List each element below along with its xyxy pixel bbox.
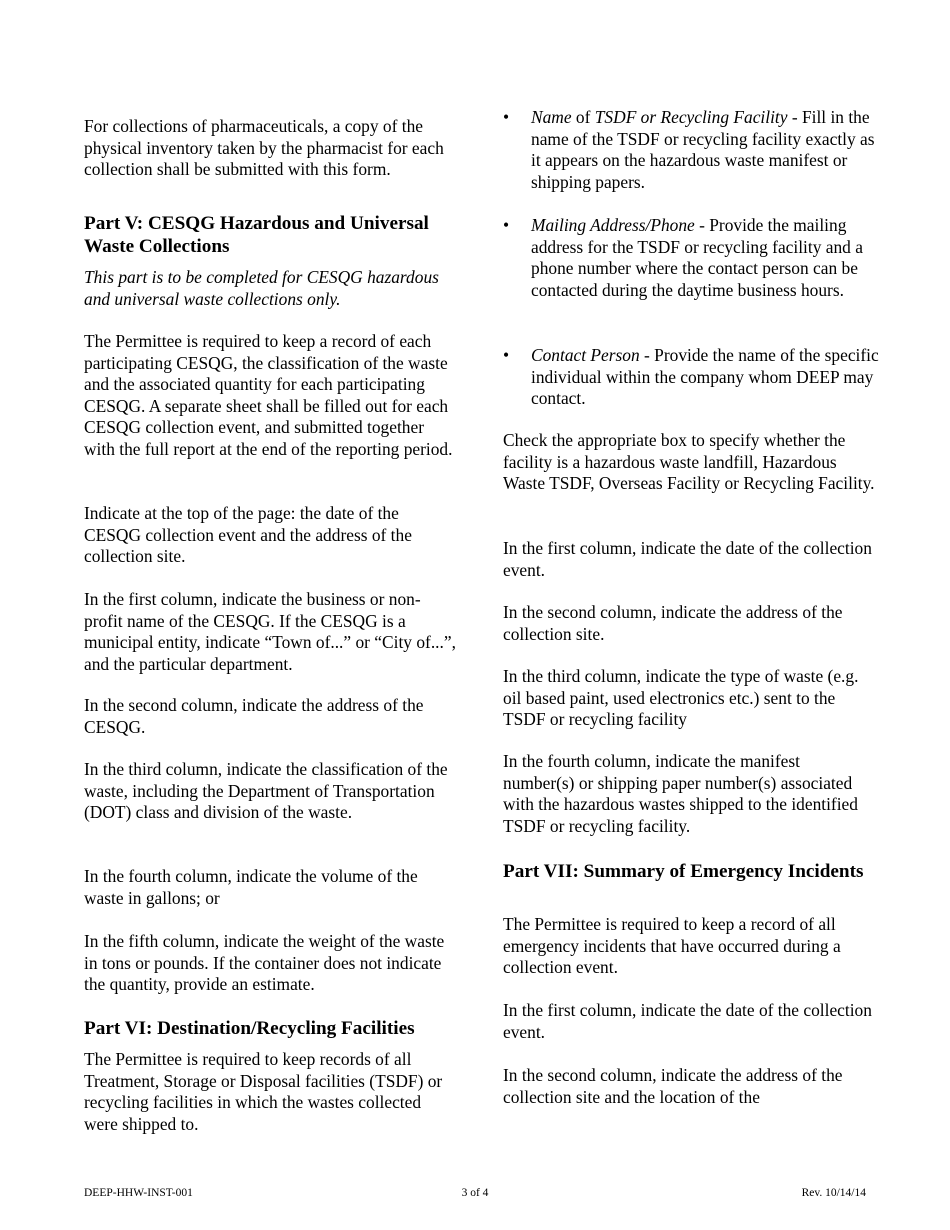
part-vi-paragraph-checkbox: Check the appropriate box to specify whether the facility is a hazardous waste landfill, Hazardous Waste TSDF, Overseas Facility or Recycling Facility.	[503, 430, 875, 494]
bullet-term: Contact Person	[531, 345, 640, 365]
part-v-heading: Part V: CESQG Hazardous and Universal Waste Collections	[84, 213, 429, 257]
part-vii-paragraph-record: The Permittee is required to keep a record of all emergency incidents that have occurred during a collection event.	[503, 914, 841, 978]
part-vii-heading: Part VII: Summary of Emergency Incidents	[503, 861, 864, 882]
part-vi-paragraph: The Permittee is required to keep records of all Treatment, Storage or Disposal facilities (TSDF) or recycling facilities in which the wastes collected were shipped to.	[84, 1049, 443, 1134]
bullet-dot: •	[503, 215, 510, 235]
bullet-term: Name	[531, 107, 572, 127]
part-vi-paragraph-second-column: In the second column, indicate the address of the collection site.	[503, 602, 843, 644]
part-vii-paragraph-first-column: In the first column, indicate the date of the collection event.	[503, 1000, 872, 1042]
part-vi-heading: Part VI: Destination/Recycling Facilities	[84, 1018, 415, 1039]
part-vi-paragraph-fourth-column: In the fourth column, indicate the manifest number(s) or shipping paper number(s) associated with the hazardous wastes shipped to the identified TSDF or recycling facility.	[503, 751, 858, 836]
bullet-contact-person-text: Contact Person - Provide the name of the specific individual within the company whom DEEP may contact.	[531, 345, 879, 409]
footer-revision: Rev. 10/14/14	[801, 1187, 866, 1199]
bullet-tsdf-name-text: Name of TSDF or Recycling Facility - Fill in the name of the TSDF or recycling facility exactly as it appears on the hazardous waste manifest or shipping papers.	[531, 107, 875, 192]
part-v-paragraph-second-column: In the second column, indicate the address of the CESQG.	[84, 695, 424, 737]
footer-page-number: 3 of 4	[461, 1187, 489, 1199]
part-vi-paragraph-first-column: In the first column, indicate the date of the collection event.	[503, 538, 872, 580]
bullet-term: TSDF or Recycling Facility	[594, 107, 788, 127]
part-v-paragraph-top-of-page: Indicate at the top of the page: the date of the CESQG collection event and the address of the collection site.	[84, 503, 412, 567]
footer-doc-id: DEEP-HHW-INST-001	[84, 1187, 193, 1199]
bullet-mailing-address-text: Mailing Address/Phone - Provide the mailing address for the TSDF or recycling facility and a phone number where the contact person can be contacted during the daytime business hours.	[531, 215, 863, 300]
bullet-dot: •	[503, 107, 510, 127]
part-v-paragraph-fourth-column: In the fourth column, indicate the volume of the waste in gallons; or	[84, 866, 418, 908]
part-vi-paragraph-third-column: In the third column, indicate the type of waste (e.g. oil based paint, used electronics etc.) sent to the TSDF or recycling facility	[503, 666, 859, 730]
bullet-term: Mailing Address/Phone	[531, 215, 695, 235]
pharmaceuticals-paragraph: For collections of pharmaceuticals, a copy of the physical inventory taken by the pharmacist for each collection shall be submitted with this form.	[84, 116, 444, 180]
part-v-paragraph-record: The Permittee is required to keep a record of each participating CESQG, the classification of the waste and the associated quantity for each participating CESQG. A separate sheet shall be filled out for each CESQG collection event, and submitted together with the full report at the end of the reporting period.	[84, 331, 453, 459]
part-v-paragraph-third-column: In the third column, indicate the classification of the waste, including the Department of Transportation (DOT) class and division of the waste.	[84, 759, 448, 823]
bullet-dot: •	[503, 345, 510, 365]
part-v-note: This part is to be completed for CESQG hazardous and universal waste collections only.	[84, 267, 439, 309]
part-v-paragraph-fifth-column: In the fifth column, indicate the weight of the waste in tons or pounds. If the container does not indicate the quantity, provide an estimate.	[84, 931, 445, 995]
part-vii-paragraph-second-column: In the second column, indicate the address of the collection site and the location of the	[503, 1065, 843, 1107]
part-v-paragraph-first-column: In the first column, indicate the business or non-profit name of the CESQG. If the CESQG is a municipal entity, indicate “Town of...” or “City of...”, and the particular department.	[84, 589, 456, 674]
